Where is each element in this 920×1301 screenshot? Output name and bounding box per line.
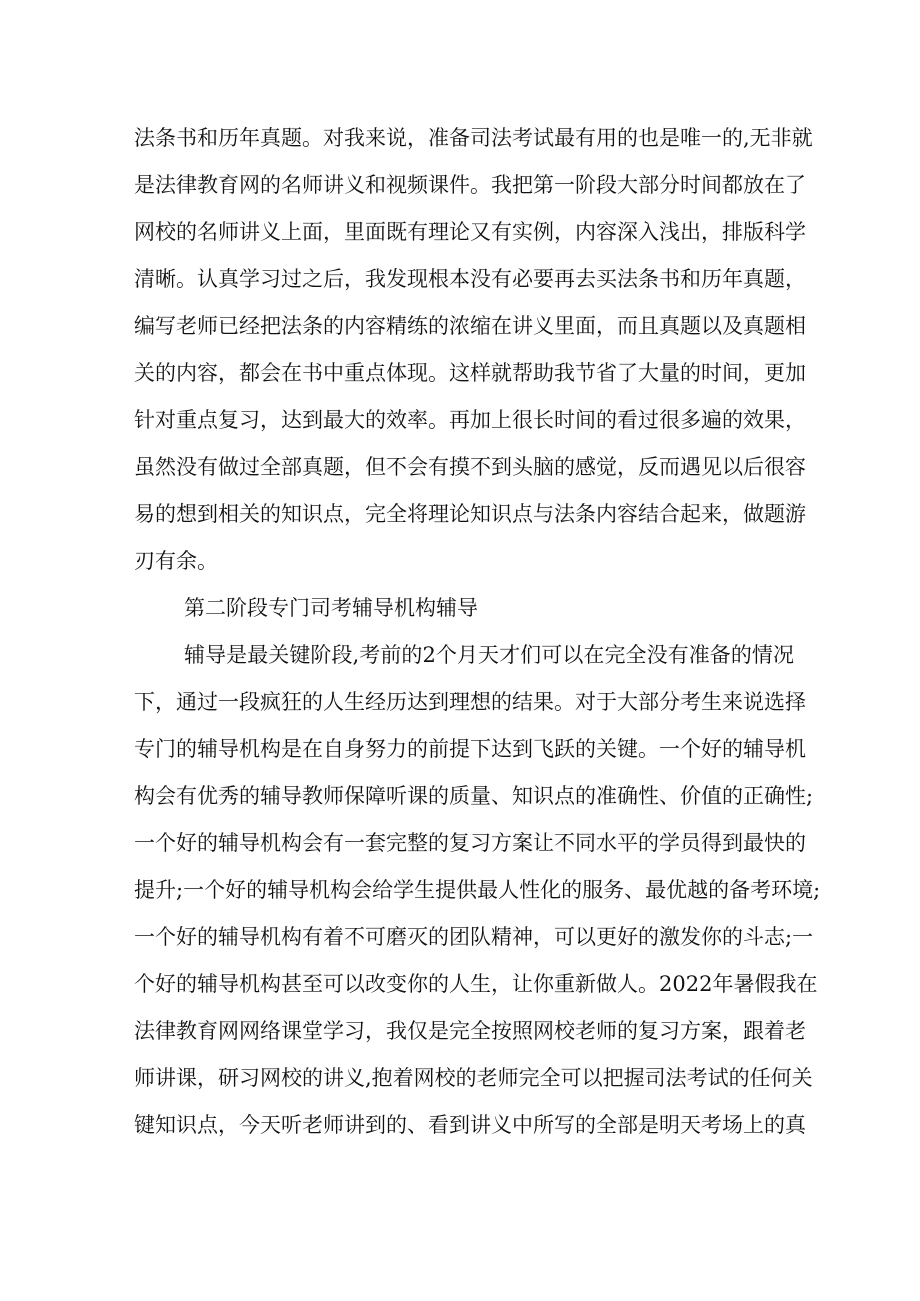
body-text-line: 网校的名师讲义上面，里面既有理论又有实例，内容深入浅出，排版科学 (134, 220, 806, 244)
body-text-line: 一个好的辅导机构会有一套完整的复习方案让不同水平的学员得到最快的 (134, 831, 806, 855)
body-text-line: 关的内容，都会在书中重点体现。这样就帮助我节省了大量的时间，更加 (134, 361, 806, 385)
body-text-line: 法条书和历年真题。对我来说，准备司法考试最有用的也是唯一的,无非就 (134, 126, 813, 150)
body-text-line: 是法律教育网的名师讲义和视频课件。我把第一阶段大部分时间都放在了 (134, 173, 806, 197)
body-text-line: 个好的辅导机构甚至可以改变你的人生，让你重新做人。2022年暑假我在 (134, 972, 818, 996)
body-text-line: 刃有余。 (134, 549, 218, 573)
body-text-line: 构会有优秀的辅导教师保障听课的质量、知识点的准确性、价值的正确性; (134, 784, 814, 808)
body-text-line: 易的想到相关的知识点，完全将理论知识点与法条内容结合起来，做题游 (134, 502, 806, 526)
body-text-line: 虽然没有做过全部真题，但不会有摸不到头脑的感觉，反而遇见以后很容 (134, 455, 806, 479)
body-text-line: 键知识点，今天听老师讲到的、看到讲义中所写的全部是明天考场上的真 (134, 1113, 806, 1137)
body-text-line: 一个好的辅导机构有着不可磨灭的团队精神，可以更好的激发你的斗志;一 (134, 925, 814, 949)
body-text-line: 下，通过一段疯狂的人生经历达到理想的结果。对于大部分考生来说选择 (134, 690, 806, 714)
body-text-line: 提升;一个好的辅导机构会给学生提供最人性化的服务、最优越的备考环境; (134, 878, 821, 902)
section-heading: 第二阶段专门司考辅导机构辅导 (184, 596, 478, 620)
body-text-line: 师讲课，研习网校的讲义,抱着网校的老师完全可以把握司法考试的任何关 (134, 1066, 813, 1090)
body-text-line: 专门的辅导机构是在自身努力的前提下达到飞跃的关键。一个好的辅导机 (134, 737, 806, 761)
body-text-line: 编写老师已经把法条的内容精练的浓缩在讲义里面，而且真题以及真题相 (134, 314, 806, 338)
body-text-line: 法律教育网网络课堂学习，我仅是完全按照网校老师的复习方案，跟着老 (134, 1019, 806, 1043)
body-text-line: 针对重点复习，达到最大的效率。再加上很长时间的看过很多遍的效果， (134, 408, 806, 432)
body-text-line: 辅导是最关键阶段,考前的2个月天才们可以在完全没有准备的情况 (184, 643, 794, 667)
body-text-line: 清晰。认真学习过之后，我发现根本没有必要再去买法条书和历年真题， (134, 267, 806, 291)
